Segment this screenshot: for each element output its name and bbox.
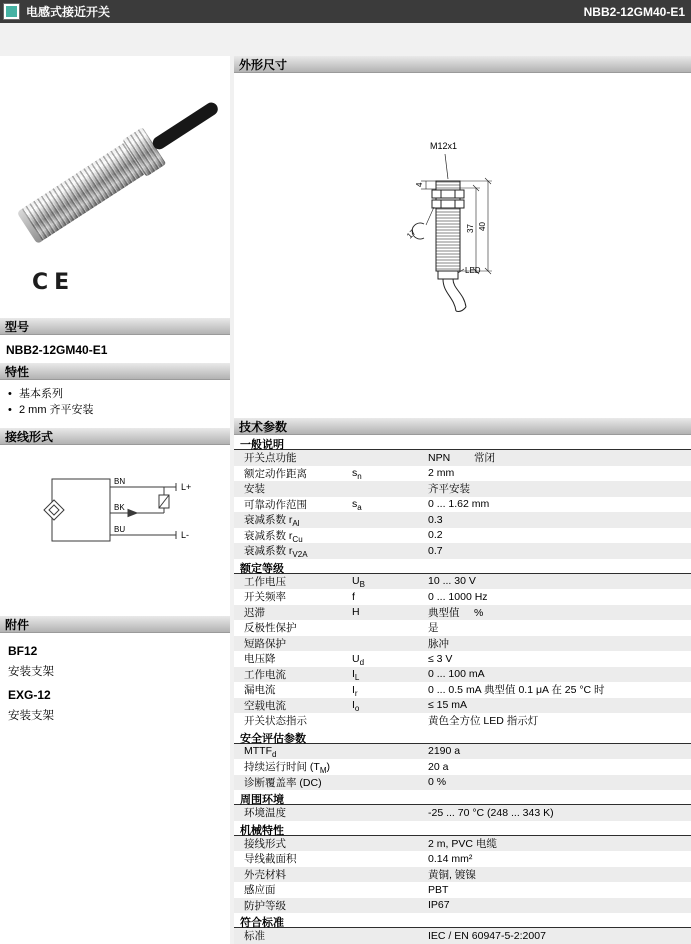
param-label: 导线截面积 [244, 853, 297, 866]
dim-label-4: 4 [414, 182, 424, 187]
accessories-list [0, 633, 230, 723]
param-label: 持续运行时间 $(T_M)$ [244, 761, 330, 776]
tech-group [234, 729, 691, 791]
feature-item [8, 402, 222, 418]
doc-model-number: NBB2-12GM40-E1 [583, 4, 685, 19]
param-symbol: H [352, 606, 360, 619]
tech-group [234, 435, 691, 559]
table-row [234, 574, 691, 590]
param-symbol: $s_a$ [352, 498, 362, 513]
tech-group-rows [234, 744, 691, 791]
accessory-item [8, 644, 222, 679]
param-value: ≤ 3 V [428, 652, 453, 665]
param-label: 开关状态指示 [244, 715, 307, 728]
section-header-dimensions: 外形尺寸 [234, 56, 691, 73]
param-label: 开关点功能 [244, 452, 297, 465]
accessory-name: EXG-12 [8, 688, 51, 702]
accessory-description: 安装支架 [8, 710, 54, 722]
param-value: 0 ... 1000 Hz [428, 590, 488, 603]
table-row [234, 744, 691, 760]
param-value: 0 ... 1.62 mm [428, 498, 490, 511]
param-label: 迟滞 [244, 606, 265, 619]
tech-group-rows [234, 836, 691, 914]
param-symbol: $U_B$ [352, 575, 365, 590]
ce-mark: CE [32, 270, 76, 295]
accessory-description: 安装支架 [8, 666, 54, 678]
accessory-name: BF12 [8, 644, 38, 658]
accessory-item [8, 688, 222, 723]
tech-group-rows [234, 928, 691, 944]
param-symbol: $I_L$ [352, 668, 360, 683]
param-label: $MTTF_d$ [244, 745, 277, 760]
param-value: 2 mm [428, 467, 455, 480]
param-label: 衰减系数 $r_{Cu}$ [244, 529, 303, 544]
table-row [234, 528, 691, 544]
dimension-drawing-svg [388, 121, 538, 371]
param-label: 诊断覆盖率 (DC) [244, 776, 322, 789]
right-column [234, 56, 691, 944]
table-row [234, 775, 691, 791]
param-value: 0.14 mm² [428, 852, 473, 865]
dim-label-37: 37 [465, 223, 475, 233]
brand-logo-icon [4, 4, 19, 19]
dim-label-led: LED [464, 265, 481, 275]
tech-group-rows [234, 574, 691, 729]
tech-group-title: 一般说明 [234, 435, 691, 450]
param-label: 工作电压 [244, 575, 286, 588]
param-label: 感应面 [244, 884, 276, 897]
section-header-model: 型号 [0, 318, 230, 335]
param-label: 反极性保护 [244, 622, 297, 635]
app-header [0, 0, 691, 23]
table-row [234, 605, 691, 621]
tech-group-title: 安全评估参数 [234, 729, 691, 744]
table-row [234, 651, 691, 667]
table-row [234, 928, 691, 944]
model-value: NBB2-12GM40-E1 [0, 335, 230, 363]
product-photo-image [0, 63, 230, 278]
param-label: 漏电流 [244, 684, 276, 697]
param-value: PBT [428, 883, 449, 896]
table-row [234, 759, 691, 775]
table-row [234, 481, 691, 497]
dim-label-17: 17 [404, 227, 418, 240]
param-label: 接线形式 [244, 837, 286, 850]
param-label: 可靠动作范围 [244, 498, 307, 511]
bullet-icon: • [8, 404, 12, 416]
table-row [234, 620, 691, 636]
sensor-cable [150, 100, 220, 152]
param-value: 是 [428, 622, 439, 635]
param-value: 2190 a [428, 745, 461, 758]
table-row [234, 589, 691, 605]
terminal-label-lminus: L- [181, 530, 190, 540]
tech-group-title: 周围环境 [234, 790, 691, 805]
table-row [234, 512, 691, 528]
wire-label-bk: BK [114, 503, 125, 512]
table-row [234, 867, 691, 883]
wire-label-bn: BN [114, 477, 126, 486]
wiring-diagram-drawing [14, 461, 214, 573]
param-symbol: $I_r$ [352, 683, 358, 698]
param-label: 安装 [244, 483, 265, 496]
table-row [234, 543, 691, 559]
tech-table [234, 435, 691, 944]
table-row [234, 497, 691, 513]
param-label: 工作电流 [244, 668, 286, 681]
param-value: 20 a [428, 760, 449, 773]
param-value: IEC / EN 60947-5-2:2007 [428, 929, 546, 942]
section-header-accessories: 附件 [0, 616, 230, 633]
param-value: 典型值 % [428, 606, 484, 619]
wire-label-bu: BU [114, 525, 126, 534]
param-value: -25 ... 70 °C (248 ... 343 K) [428, 806, 554, 819]
tech-group-rows [234, 450, 691, 559]
tech-group [234, 790, 691, 821]
table-row [234, 466, 691, 482]
param-value: 2 m, PVC 电缆 [428, 837, 497, 850]
dim-label-thread: M12x1 [429, 140, 457, 151]
param-label: 防护等级 [244, 899, 286, 912]
terminal-label-lplus: L+ [181, 482, 192, 492]
param-value: 0.7 [428, 544, 443, 557]
param-value: 脉冲 [428, 637, 449, 650]
param-symbol: $s_n$ [352, 467, 362, 482]
param-symbol: f [352, 590, 355, 603]
feature-text: 2 mm 齐平安装 [19, 404, 94, 416]
tech-group [234, 559, 691, 729]
param-value: 10 ... 30 V [428, 575, 476, 588]
table-row [234, 851, 691, 867]
table-row [234, 450, 691, 466]
tech-group-title: 机械特性 [234, 821, 691, 836]
param-value: 0.2 [428, 529, 443, 542]
param-value: 0.3 [428, 513, 443, 526]
feature-text: 基本系列 [19, 388, 63, 400]
section-header-features: 特性 [0, 363, 230, 380]
param-label: 开关频率 [244, 591, 286, 604]
param-symbol: $U_d$ [352, 652, 365, 667]
dim-label-40: 40 [477, 221, 487, 231]
table-row [234, 713, 691, 729]
table-row [234, 805, 691, 821]
section-header-wiring: 接线形式 [0, 428, 230, 445]
param-value: 0 ... 0.5 mA 典型值 0.1 μA 在 25 °C 时 [428, 684, 605, 697]
param-label: 电压降 [244, 653, 276, 666]
param-value: 齐平安装 [428, 483, 470, 496]
dimension-drawing [234, 73, 691, 418]
param-value: 黄色全方位 LED 指示灯 [428, 715, 539, 728]
table-row [234, 667, 691, 683]
param-label: 衰减系数 $r_{V2A}$ [244, 545, 308, 560]
tech-group [234, 913, 691, 944]
param-label: 环境温度 [244, 807, 286, 820]
tech-group-rows [234, 805, 691, 821]
feature-item [8, 386, 222, 402]
param-label: 额定动作距离 [244, 467, 307, 480]
tech-group-title: 符合标准 [234, 913, 691, 928]
table-row [234, 682, 691, 698]
param-label: 短路保护 [244, 637, 286, 650]
table-row [234, 836, 691, 852]
wiring-diagram [0, 461, 230, 616]
section-header-tech: 技术参数 [234, 418, 691, 435]
table-row [234, 698, 691, 714]
sensor-threaded-barrel [22, 143, 145, 241]
doc-title: 电感式接近开关 [26, 5, 111, 19]
table-row [234, 898, 691, 914]
left-column [0, 56, 230, 944]
features-list [0, 380, 230, 428]
param-label: 外壳材料 [244, 868, 286, 881]
param-label: 空载电流 [244, 699, 286, 712]
param-value: ≤ 15 mA [428, 699, 468, 712]
param-value: NPN 常闭 [428, 452, 495, 465]
param-label: 衰减系数 $r_{Al}$ [244, 514, 300, 529]
tech-group-title: 额定等级 [234, 559, 691, 574]
param-label: 标准 [244, 930, 265, 943]
param-value: 黄铜, 镀镍 [428, 868, 476, 881]
tech-group [234, 821, 691, 914]
param-value: 0 % [428, 776, 447, 789]
param-value: 0 ... 100 mA [428, 668, 485, 681]
param-value: IP67 [428, 899, 450, 912]
table-row [234, 636, 691, 652]
param-symbol: $I_o$ [352, 699, 360, 714]
product-photo [0, 56, 230, 318]
bullet-icon: • [8, 388, 12, 400]
table-row [234, 882, 691, 898]
